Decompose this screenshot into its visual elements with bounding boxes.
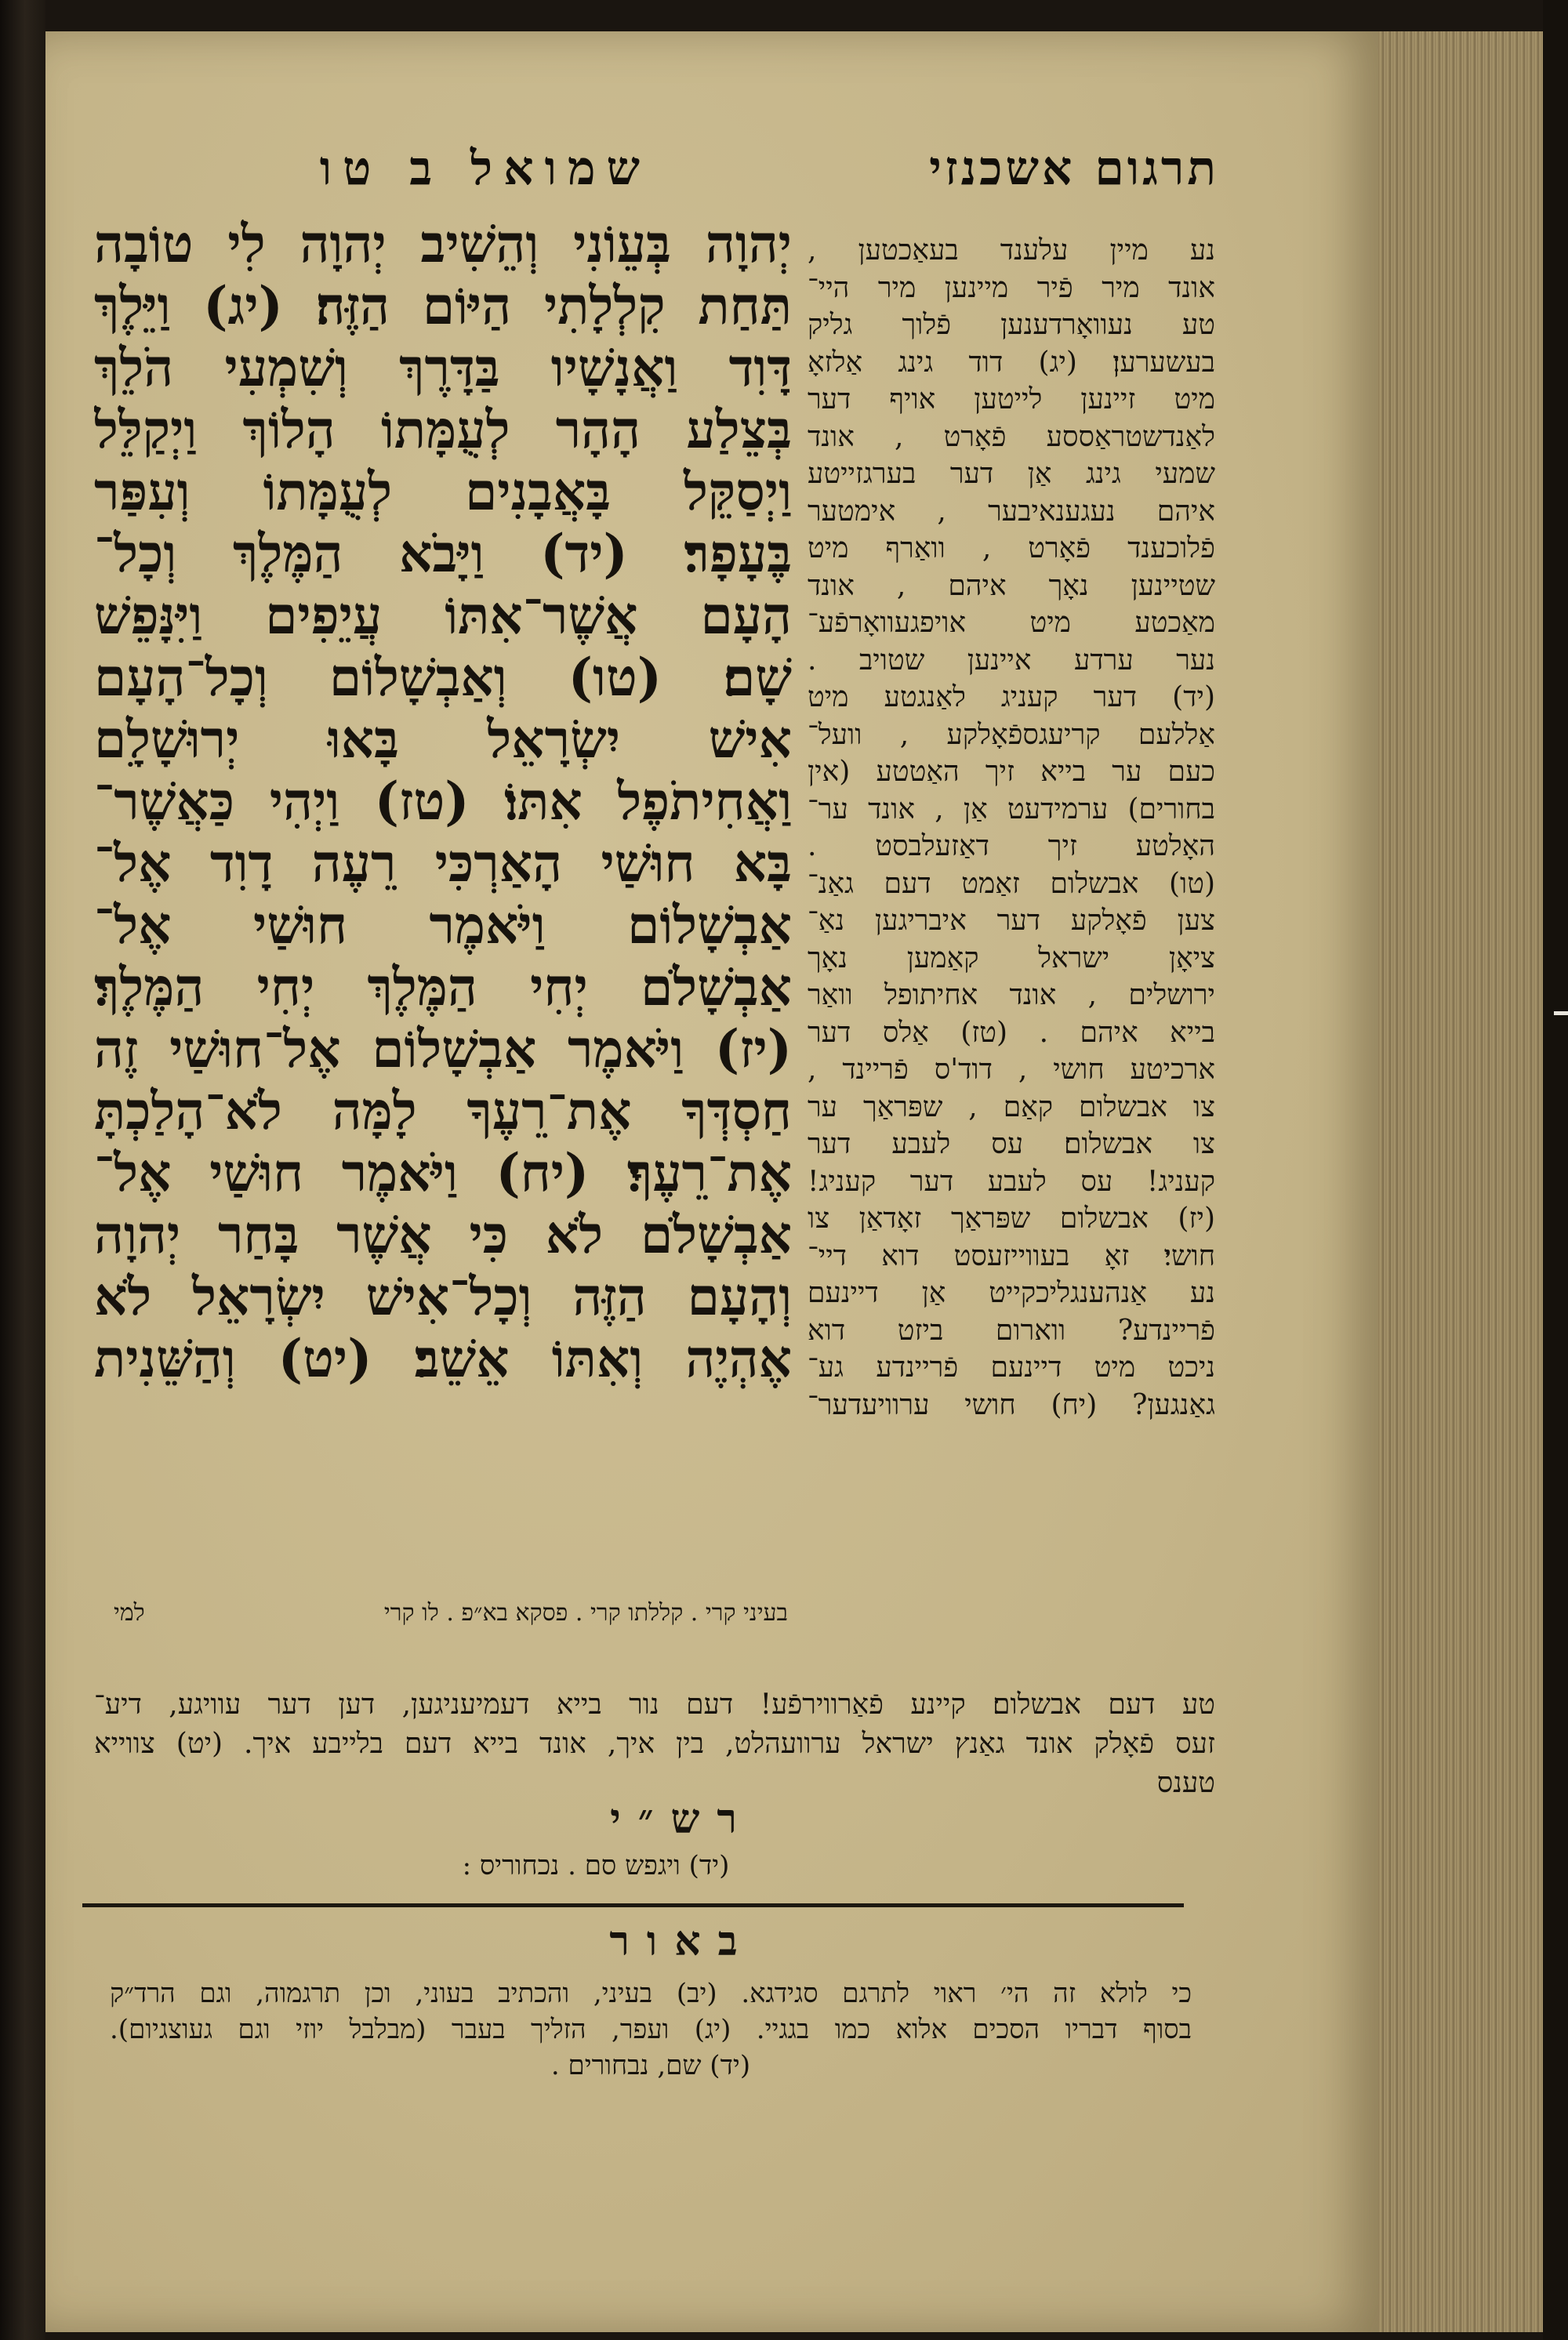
translation-line: ציאָן ישראל קאַמען נאָך bbox=[808, 941, 1215, 974]
biur-commentary bbox=[110, 1975, 1192, 2084]
section-divider bbox=[82, 1903, 1184, 1907]
translation-line: חושי׃ זאָ בעווייזעסט דוא דיי־ bbox=[808, 1239, 1215, 1272]
translation-line: אונד מיר פֿיר מיינען מיר היי־ bbox=[808, 271, 1215, 304]
text-line: אַבְשָׁלֹם לֹא כִּי אֲשֶׁר בָּחַר יְהוָה bbox=[94, 1204, 792, 1265]
translation-line: (יז) אבשלום שפּראַך זאָדאַן צו bbox=[808, 1203, 1215, 1235]
translation-line: נע מיין עלענד בעאַכטען , bbox=[808, 234, 1215, 267]
translation-line: שמעי גינג אַן דער בערגזייטע bbox=[808, 458, 1215, 490]
translation-line: בעשערען׃ (יג) דוד גינג אַלזאָ bbox=[808, 346, 1215, 379]
page-stack-edge bbox=[1378, 31, 1543, 2332]
biur-line: (יד) שם, נבחורים . bbox=[550, 2050, 751, 2081]
qere-note-right: בעיני קרי . קללתו קרי . פסקא בא״פ . לו קרי bbox=[383, 1599, 788, 1627]
translation-line: נער ערדע איינען שטויב . bbox=[808, 644, 1215, 677]
main-hebrew-text bbox=[94, 213, 792, 1390]
text-line: בָּא חוּשַׁי הָאַרְכִּי רֵעֶה דָוִד אֶל־ bbox=[94, 833, 792, 894]
translation-line: טע דעם אבשלום׃ קיינע פֿאַרווירפֿע! דעם נור בייא דעמיעניגען, דען דער עוויגע, דיע־ bbox=[94, 1689, 1215, 1721]
text-line: אֶת־רֵעֶךָ׃ (יח) וַיֹּאמֶר חוּשַׁי אֶל־ bbox=[94, 1142, 792, 1203]
translation-line: פֿלוכענד פֿאָרט , וואַרף מיט bbox=[808, 532, 1215, 564]
translation-line: (טו) אבשלום זאַמט דעם גאַנ־ bbox=[808, 867, 1215, 900]
translation-line: טענס bbox=[1156, 1767, 1215, 1799]
translation-line: צו אבשלום קאַם , שפּראַך ער bbox=[808, 1090, 1215, 1123]
text-line: שָׁם׃ (טו) וְאַבְשָׁלוֹם וְכָל־הָעָם bbox=[94, 647, 792, 708]
qere-ketiv-note bbox=[114, 1599, 788, 1627]
biur-line: בסוף דבריו הסכים אלוא כמו בגגיי. (יג) ועפר, הזליך בעבר (מבלבל יוזי וגם געוצגיום). bbox=[110, 2014, 1192, 2045]
text-line: וַאֲחִיתֹפֶל אִתּוֹ׃ (טז) וַיְהִי כַּאֲשֶׁר־ bbox=[94, 771, 792, 832]
text-line: יְהוָה בְּעֵוֹנִי וְהֵשִׁיב יְהוָה לִי טוֹבָה bbox=[94, 213, 792, 274]
translation-line: גאַנגען? (יח) חושי ערוויעדער־ bbox=[808, 1388, 1215, 1421]
translation-line: טע נעוואָרדענען פֿלוך גליק bbox=[808, 309, 1215, 341]
rashi-heading: רש״י bbox=[610, 1795, 754, 1843]
qere-note-left: למי bbox=[114, 1599, 145, 1627]
translation-line: כעם ער בייא זיך האַטטע (אין bbox=[808, 756, 1215, 788]
rashi-commentary: (יד) ויגפש סם . נכחוריס : bbox=[462, 1850, 730, 1881]
translation-line: צו אבשלום׃ עס לעבע דער bbox=[808, 1128, 1215, 1160]
translation-line: זעס פֿאָלק אונד גאַנץ ישראל ערוועהלט, בין איך, אונד בייא דעם בלייבע איך. (יט) צווייא bbox=[94, 1728, 1215, 1760]
translation-line: ניכט מיט דיינעם פֿריינדע גע־ bbox=[808, 1351, 1215, 1384]
biur-line: כי לולא זה הי׳ ראוי לתרגם סגידגא. (יב) בעיני, והכתיב בעוני, וכן תרגמוה, וגם הרד״ק bbox=[110, 1978, 1192, 2009]
translation-column bbox=[808, 232, 1215, 1424]
text-line: וְהָעָם הַזֶּה וְכָל־אִישׁ יִשְׂרָאֵל לֹא bbox=[94, 1266, 792, 1327]
translation-line: פֿריינדע? ווארום ביזט דוא bbox=[808, 1314, 1215, 1347]
text-line: אֶהְיֶה וְאִתּוֹ אֵשֵׁב׃ (יט) וְהַשֵּׁנִית bbox=[94, 1328, 792, 1389]
text-line: (יז) וַיֹּאמֶר אַבְשָׁלוֹם אֶל־חוּשַׁי זֶה bbox=[94, 1018, 792, 1079]
translation-line: קעניג! עס לעבע דער קעניג! bbox=[808, 1165, 1215, 1198]
translation-line: שטיינען נאָך איהם , אונד bbox=[808, 569, 1215, 602]
text-line: וַיְסַקֵּל בָּאֲבָנִים לְעֻמָּתוֹ וְעִפַּר bbox=[94, 461, 792, 522]
translation-line: אַללעם קריעגספֿאָלקע , וועל־ bbox=[808, 718, 1215, 751]
text-line: אַבְשָׁלֹם יְחִי הַמֶּלֶךְ יְחִי הַמֶּלֶךְ׃ bbox=[94, 956, 792, 1018]
text-line: אִישׁ יִשְׂרָאֵל בָּאוּ יְרוּשָׁלִָם bbox=[94, 709, 792, 770]
book-cover-left bbox=[0, 0, 45, 2340]
page-title-book: שמואל ב טו bbox=[319, 141, 651, 196]
book-cover-right bbox=[1543, 0, 1568, 2340]
edge-marker bbox=[1554, 1011, 1568, 1015]
translation-line: (יד) דער קעניג לאַנגטע מיט bbox=[808, 681, 1215, 713]
translation-line: מיט זיינען לייטען אויף דער bbox=[808, 383, 1215, 415]
translation-line: איהם נעגענאיבער , אימטער bbox=[808, 495, 1215, 528]
translation-line: ארכיטע חושי , דוד'ס פֿריינד , bbox=[808, 1054, 1215, 1086]
translation-continuation bbox=[94, 1685, 1215, 1803]
translation-line: בחורים) ערמידעט אַן , אונד ער־ bbox=[808, 793, 1215, 825]
page-title-translation: תרגום אשכנזי bbox=[929, 141, 1219, 196]
translation-line: בייא איהם . (טז) אַלס דער bbox=[808, 1016, 1215, 1049]
biur-heading: באור bbox=[609, 1917, 755, 1965]
text-line: תַּחַת קִלְלָתִי הַיּוֹם הַזֶּה׃ (יג) וַיֵּלֶךְ bbox=[94, 275, 792, 336]
text-line: הָעָם אֲשֶׁר־אִתּוֹ עֲיֵפִים וַיִּנָּפֵשׁ bbox=[94, 585, 792, 646]
text-line: אַבְשָׁלוֹם וַיֹּאמֶר חוּשַׁי אֶל־ bbox=[94, 894, 792, 956]
translation-line: מאַכטע מיט אויפגעוואָרפֿע־ bbox=[808, 607, 1215, 639]
text-line: דָּוִד וַאֲנָשָׁיו בַּדָּרֶךְ וְשִׁמְעִי הֹלֵךְ bbox=[94, 337, 792, 398]
translation-line: לאַנדשטראַססע פֿאָרט , אונד bbox=[808, 420, 1215, 453]
text-line: בֶּעָפָר׃ (יד) וַיָּבֹא הַמֶּלֶךְ וְכָל־ bbox=[94, 523, 792, 584]
text-line: בְּצֵלַע הָהָר לְעֻמָּתוֹ הָלוֹךְ וַיְקַלֵּל bbox=[94, 399, 792, 460]
translation-line: נע אַנהענגליכקייט אַן דיינעם bbox=[808, 1277, 1215, 1309]
translation-line: האָלטע זיך דאַזעלבסט . bbox=[808, 830, 1215, 862]
text-line: חַסְדְּךָ אֶת־רֵעֶךָ לָמָּה לֹא־הָלַכְתָּ bbox=[94, 1080, 792, 1141]
translation-line: ירושלים , אונד אחיתופל וואַר bbox=[808, 979, 1215, 1011]
translation-line: צען פֿאָלקע דער איבריגען נאַ־ bbox=[808, 905, 1215, 937]
